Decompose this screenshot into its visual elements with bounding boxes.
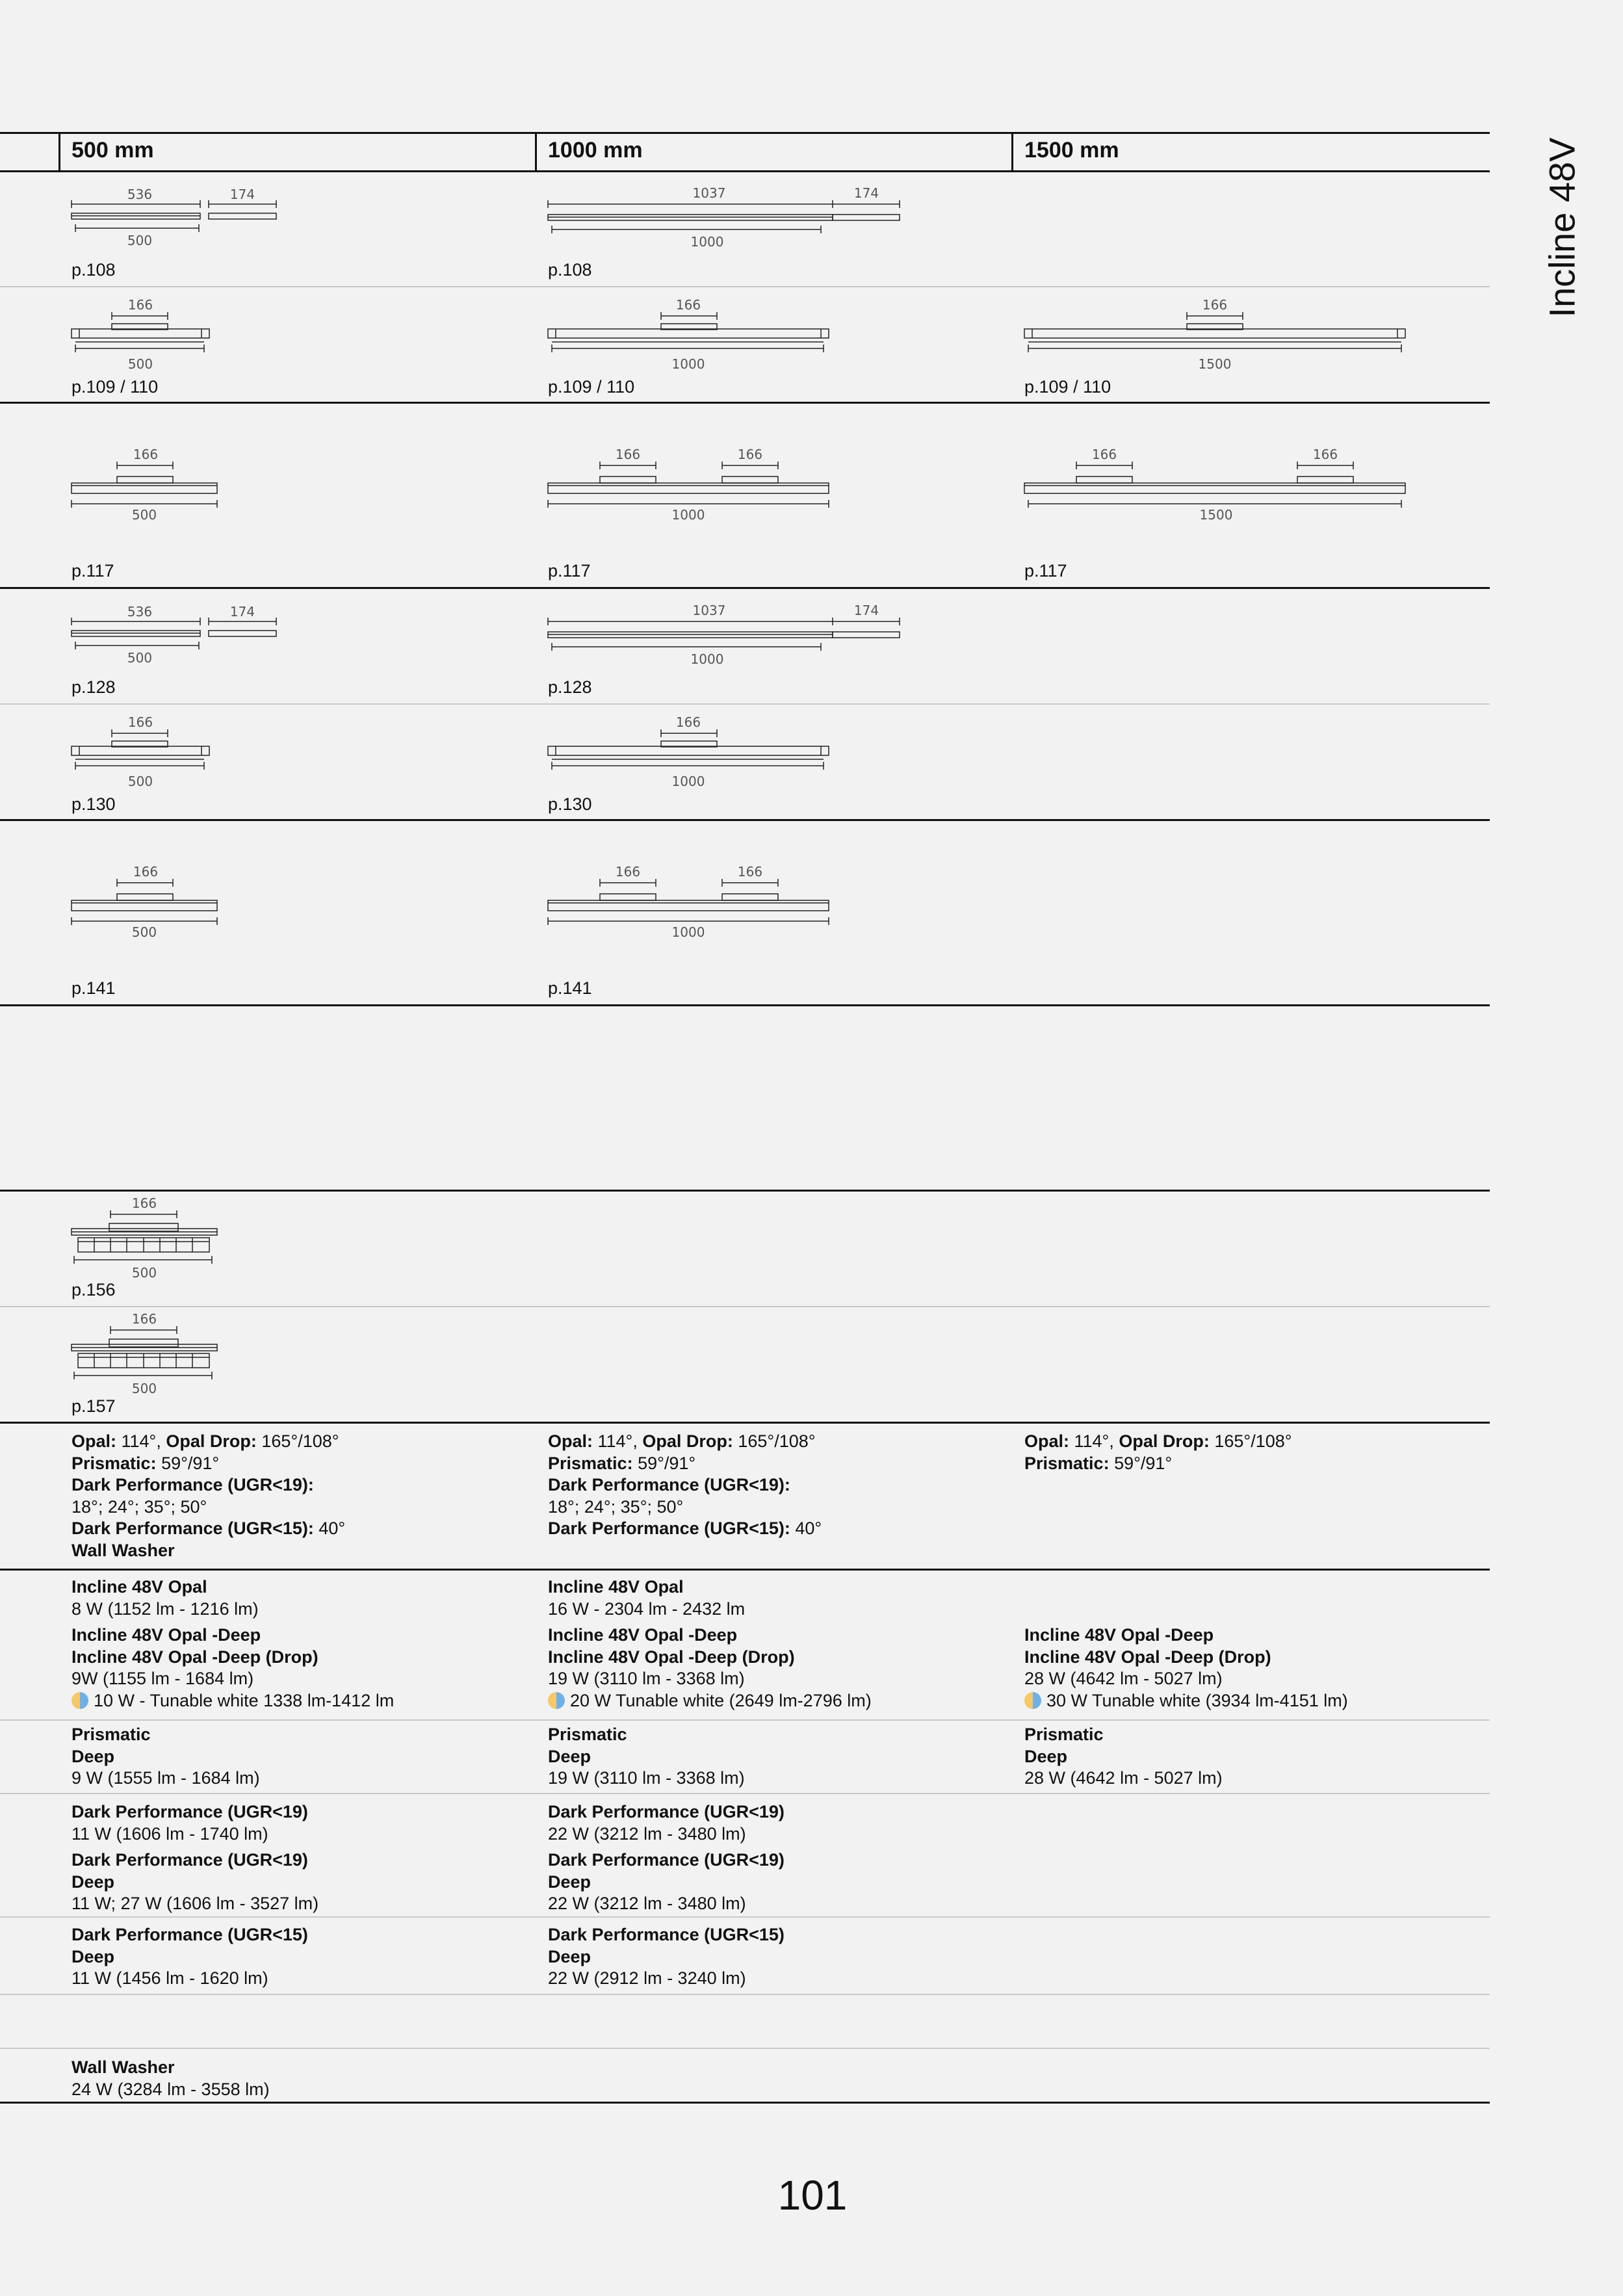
dimension-label: 500: [131, 1381, 157, 1396]
dimension-label: 1500: [1199, 507, 1233, 523]
dimension-drawing-1000-ext: [541, 182, 918, 247]
dimension-drawing-1000-ext: [541, 599, 918, 664]
sidebar-title: Incline 48V: [1541, 137, 1583, 318]
dark-performance-15-1000: Dark Performance (UGR<15) Deep 22 W (2912 lm - 3240 lm): [548, 1925, 785, 1988]
column-divider: [1011, 132, 1013, 172]
dimension-drawing-500: [65, 710, 221, 791]
prismatic-spec-1000: Prismatic Deep 19 W (3110 lm - 3368 lm): [548, 1725, 745, 1788]
page-reference[interactable]: p.109 / 110: [71, 377, 159, 397]
dimension-label: 166: [1091, 447, 1117, 462]
dimension-label: 500: [127, 774, 153, 789]
dimension-label: 1000: [690, 234, 724, 247]
section-divider: [0, 1422, 1490, 1424]
row-divider: [0, 2048, 1490, 2049]
opal-spec-1500: Incline 48V Opal -Deep Incline 48V Opal -Deep (Drop) 28 W (4642 lm - 5027 lm) 30 W Tunable white (3934 lm-4151 lm): [1024, 1625, 1348, 1710]
dimension-label: 500: [131, 1265, 157, 1281]
dimension-drawing-1500: [1018, 293, 1414, 374]
section-divider: [0, 1004, 1490, 1006]
dimension-label: 174: [229, 604, 255, 620]
page-reference[interactable]: p.108: [71, 260, 116, 280]
dimension-label: 536: [127, 604, 153, 620]
dimension-label: 500: [127, 233, 153, 247]
dimension-label: 166: [133, 447, 159, 462]
dimension-label: 166: [737, 864, 763, 880]
page-reference[interactable]: p.141: [71, 978, 116, 998]
dimension-label: 1000: [671, 507, 705, 523]
page-reference[interactable]: p.117: [71, 561, 114, 581]
section-divider: [0, 402, 1490, 404]
section-divider: [0, 587, 1490, 589]
dimension-label: 166: [131, 1195, 157, 1211]
dimension-label: 1500: [1198, 356, 1232, 372]
dimension-drawing-500-louvre: [65, 1191, 227, 1285]
page-reference[interactable]: p.130: [548, 794, 592, 814]
tunable-white-icon: [1024, 1692, 1041, 1709]
row-divider: [0, 1719, 1490, 1721]
optics-1500: Opal: 114°, Opal Drop: 165°/108° Prismatic: 59°/91°: [1024, 1431, 1292, 1473]
dimension-label: 1000: [690, 651, 724, 664]
page-reference[interactable]: p.109 / 110: [1024, 377, 1111, 397]
wall-washer-spec-500: Wall Washer 24 W (3284 lm - 3558 lm): [71, 2057, 270, 2099]
dimension-label: 1000: [671, 924, 705, 940]
column-header-1500: 1500 mm: [1024, 138, 1119, 163]
dimension-drawing-500: [65, 859, 227, 944]
optics-500: Opal: 114°, Opal Drop: 165°/108° Prismatic: 59°/91° Dark Performance (UGR<19): 18°; 24°; 35°; 50° Dark Performance (UGR<15): 40° Wall Washer: [71, 1431, 346, 1560]
dimension-label: 500: [131, 507, 157, 523]
page-reference[interactable]: p.156: [71, 1280, 116, 1299]
header-rule-top: [0, 132, 1490, 134]
dimension-label: 166: [127, 297, 153, 313]
column-header-500: 500 mm: [71, 138, 154, 163]
page-reference[interactable]: p.157: [71, 1396, 116, 1416]
dimension-label: 166: [127, 714, 153, 730]
dimension-label: 1000: [671, 356, 705, 372]
section-divider: [0, 2102, 1490, 2104]
column-divider: [58, 132, 60, 172]
dimension-label: 166: [1202, 297, 1228, 313]
row-divider: [0, 286, 1490, 287]
dimension-drawing-1000: [541, 442, 840, 527]
dark-performance-19-500: Dark Performance (UGR<19) 11 W (1606 lm - 1740 lm) Dark Performance (UGR<19) Deep 11 W; 27 W (1606 lm - 3527 lm): [71, 1802, 319, 1913]
dimension-drawing-1000: [541, 859, 840, 944]
dimension-label: 174: [853, 185, 879, 201]
page-reference[interactable]: p.109 / 110: [548, 377, 635, 397]
prismatic-spec-1500: Prismatic Deep 28 W (4642 lm - 5027 lm): [1024, 1725, 1223, 1788]
page-reference[interactable]: p.141: [548, 978, 592, 998]
section-divider: [0, 819, 1490, 821]
dimension-label: 1037: [692, 185, 726, 201]
opal-spec-1000: Incline 48V Opal 16 W - 2304 lm - 2432 lm Incline 48V Opal -Deep Incline 48V Opal -Deep (Drop) 19 W (3110 lm - 3368 lm) 20 W Tunable white (2649 lm-2796 lm): [548, 1577, 872, 1710]
dimension-label: 166: [131, 1311, 157, 1327]
dimension-label: 166: [1312, 447, 1338, 462]
dimension-label: 166: [615, 447, 641, 462]
dimension-label: 166: [133, 864, 159, 880]
dimension-label: 500: [127, 356, 153, 372]
page-reference[interactable]: p.128: [548, 677, 592, 697]
row-divider: [0, 1994, 1490, 1995]
dimension-label: 166: [675, 297, 701, 313]
optics-1000: Opal: 114°, Opal Drop: 165°/108° Prismatic: 59°/91° Dark Performance (UGR<19): 18°; 24°; 35°; 50° Dark Performance (UGR<15): 40°: [548, 1431, 822, 1538]
dimension-label: 536: [127, 187, 153, 202]
page-reference[interactable]: p.117: [1024, 561, 1067, 581]
tunable-white-icon: [548, 1692, 565, 1709]
tunable-white-icon: [71, 1692, 88, 1709]
header-rule-bottom: [0, 170, 1490, 172]
prismatic-spec-500: Prismatic Deep 9 W (1555 lm - 1684 lm): [71, 1725, 260, 1788]
dimension-drawing-500-ext: [65, 599, 286, 664]
dimension-drawing-500-louvre: [65, 1307, 227, 1401]
dimension-label: 1000: [671, 774, 705, 789]
dimension-label: 500: [127, 650, 153, 664]
dark-performance-19-1000: Dark Performance (UGR<19) 22 W (3212 lm - 3480 lm) Dark Performance (UGR<19) Deep 22 W (3212 lm - 3480 lm): [548, 1802, 785, 1913]
dimension-label: 166: [615, 864, 641, 880]
page-reference[interactable]: p.128: [71, 677, 116, 697]
row-divider: [0, 1916, 1490, 1918]
dimension-label: 174: [853, 603, 879, 618]
dimension-label: 500: [131, 924, 157, 940]
page-reference[interactable]: p.108: [548, 260, 592, 280]
dimension-label: 166: [737, 447, 763, 462]
dimension-label: 166: [675, 714, 701, 730]
dark-performance-15-500: Dark Performance (UGR<15) Deep 11 W (1456 lm - 1620 lm): [71, 1925, 308, 1988]
column-header-1000: 1000 mm: [548, 138, 643, 163]
dimension-drawing-1500: [1018, 442, 1414, 527]
opal-spec-500: Incline 48V Opal 8 W (1152 lm - 1216 lm) Incline 48V Opal -Deep Incline 48V Opal -Deep (Drop) 9W (1155 lm - 1684 lm) 10 W - Tunable white 1338 lm-1412 lm: [71, 1577, 395, 1710]
dimension-drawing-500-ext: [65, 182, 286, 247]
column-divider: [535, 132, 537, 172]
page-reference[interactable]: p.117: [548, 561, 591, 581]
section-divider: [0, 1569, 1490, 1571]
dimension-label: 1037: [692, 603, 726, 618]
dimension-drawing-1000: [541, 710, 840, 791]
dimension-label: 174: [229, 187, 255, 202]
dimension-drawing-500: [65, 293, 221, 374]
dimension-drawing-1000: [541, 293, 840, 374]
page-number: 101: [777, 2172, 848, 2219]
page-reference[interactable]: p.130: [71, 794, 116, 814]
row-divider: [0, 1793, 1490, 1794]
row-divider: [0, 703, 1490, 705]
dimension-drawing-500: [65, 442, 227, 527]
